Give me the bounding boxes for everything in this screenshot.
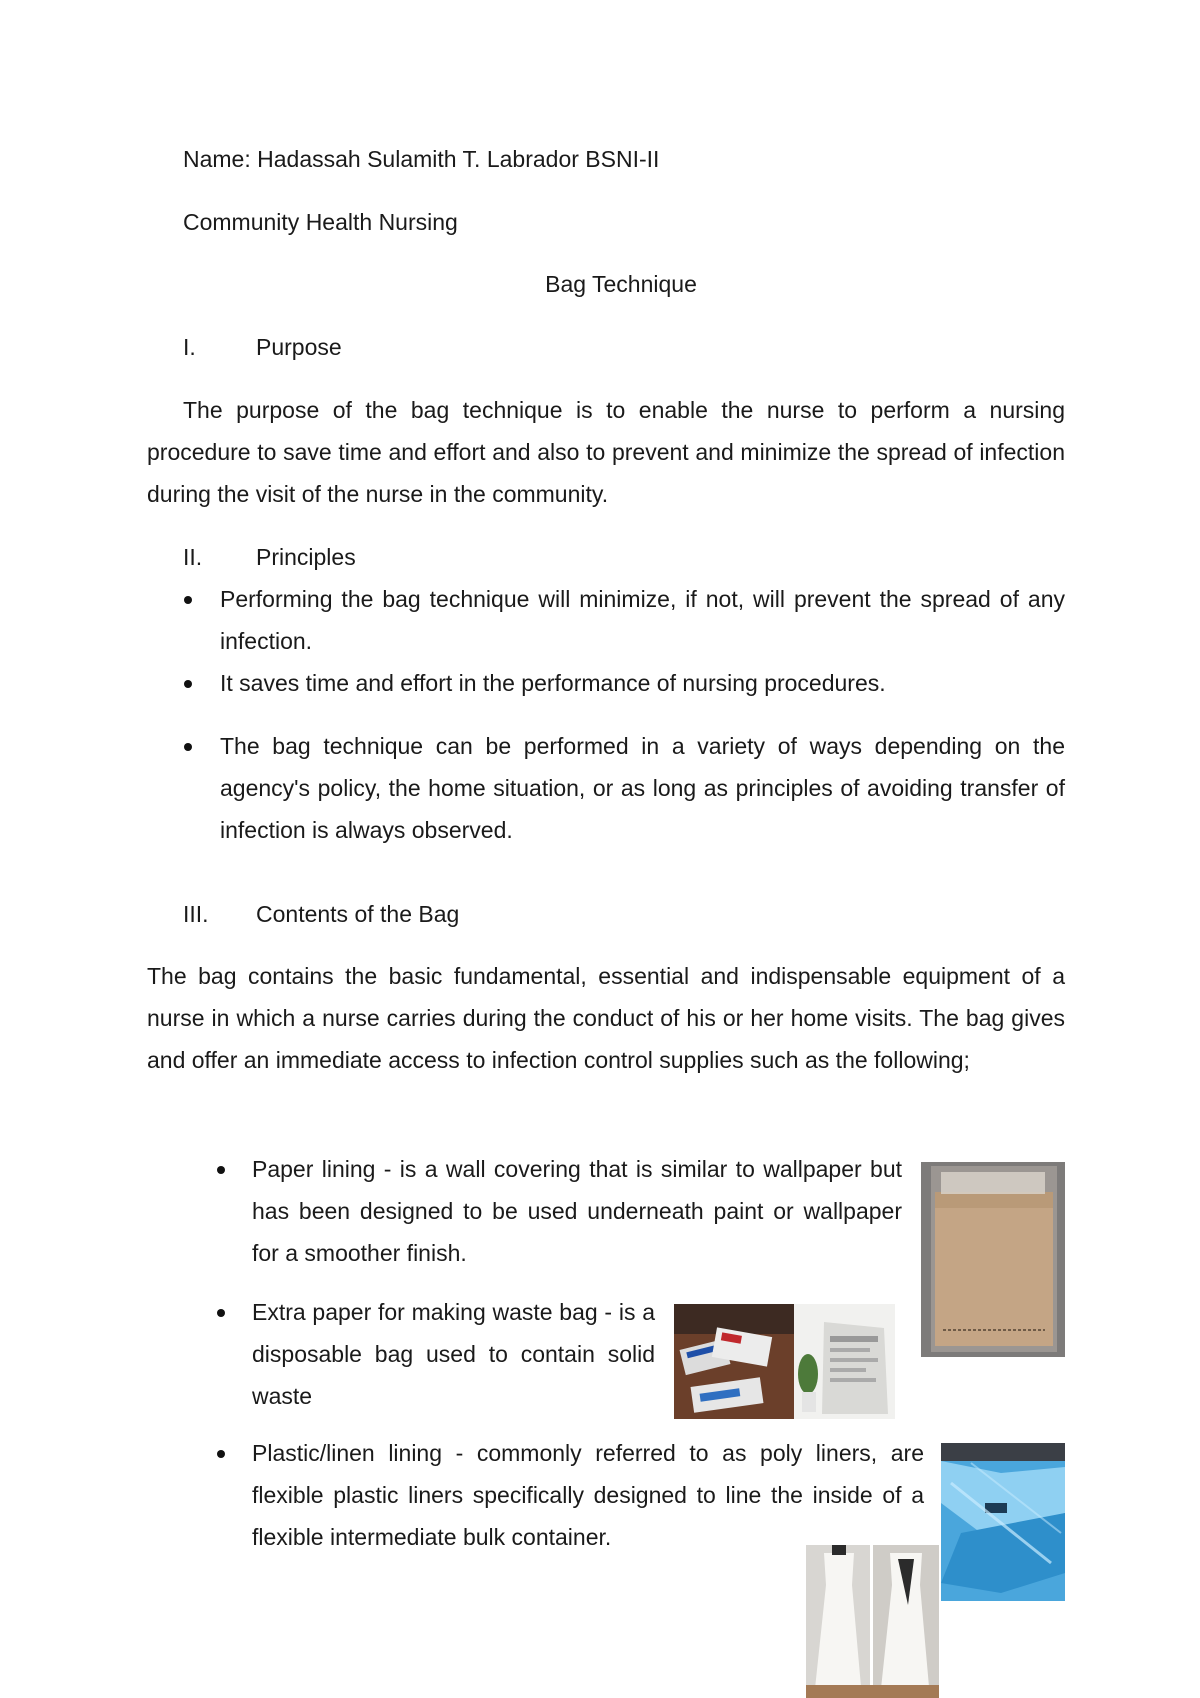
document-title: Bag Technique: [545, 271, 697, 297]
student-name-line: Name: Hadassah Sulamith T. Labrador BSNI-II: [183, 146, 660, 172]
principle-item: Performing the bag technique will minimize, if not, will prevent the spread of any infection.: [220, 586, 1065, 654]
bullet-icon: [184, 596, 192, 604]
contents-paragraph: The bag contains the basic fundamental, essential and indispensable equipment of a nurse in which a nurse carries during the conduct of his or her home visits. The bag gives and offer an immediate access to infection control supplies such as the following;: [147, 963, 1065, 1073]
contents-item: Paper lining - is a wall covering that is similar to wallpaper but has been designed to be used underneath paint or wallpaper for a smoother finish.: [252, 1156, 902, 1266]
section-numeral-purpose: I.: [183, 334, 196, 360]
section-numeral-contents: III.: [183, 901, 209, 927]
section-heading-contents: Contents of the Bag: [256, 901, 460, 927]
plastic-liner-photo: [941, 1443, 1065, 1601]
contents-item: Plastic/linen lining - commonly referred to as poly liners, are flexible plastic liners specifically designed to line the inside of a flexible intermediate bulk container.: [252, 1440, 924, 1550]
section-numeral-principles: II.: [183, 544, 203, 570]
bullet-icon: [184, 680, 192, 688]
bullet-icon: [217, 1309, 225, 1317]
waste-bag-photo: [674, 1304, 895, 1419]
contents-item: Extra paper for making waste bag - is a disposable bag used to contain solid waste: [252, 1299, 655, 1409]
section-heading-purpose: Purpose: [256, 334, 342, 360]
principle-item: The bag technique can be performed in a variety of ways depending on the agency's policy, the home situation, or as long as principles of avoiding transfer of infection is always observed.: [220, 733, 1065, 843]
linen-lining-photo: [806, 1545, 939, 1698]
section-heading-principles: Principles: [256, 544, 356, 570]
paper-lining-photo: [921, 1162, 1065, 1357]
course-name: Community Health Nursing: [183, 209, 458, 235]
principle-item: It saves time and effort in the performance of nursing procedures.: [220, 670, 886, 696]
bullet-icon: [217, 1450, 225, 1458]
bullet-icon: [217, 1166, 225, 1174]
purpose-paragraph: The purpose of the bag technique is to enable the nurse to perform a nursing procedure to save time and effort and also to prevent and minimize the spread of infection during the visit of the nurse in the community.: [147, 397, 1065, 507]
bullet-icon: [184, 743, 192, 751]
